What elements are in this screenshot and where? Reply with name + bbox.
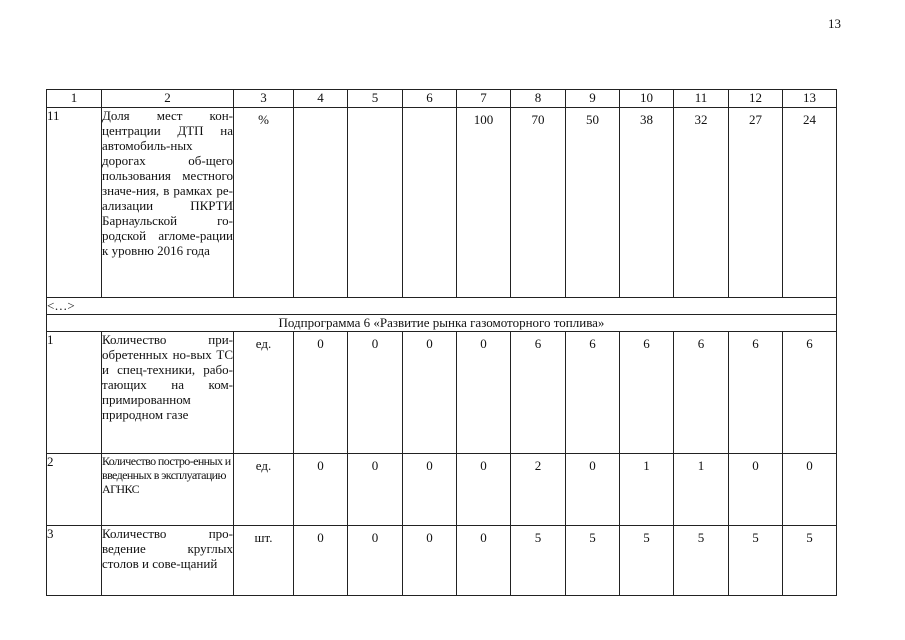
column-header: 10 xyxy=(620,90,674,108)
value-cell: 0 xyxy=(403,332,457,454)
value-cell: 5 xyxy=(620,526,674,596)
value-cell: 0 xyxy=(457,454,511,526)
value-cell: 2 xyxy=(511,454,566,526)
value-cell xyxy=(294,108,348,298)
column-number-row xyxy=(47,90,837,108)
value-cell: 0 xyxy=(294,332,348,454)
column-header: 1 xyxy=(47,90,102,108)
value-cell: 0 xyxy=(403,526,457,596)
value-cell: 0 xyxy=(348,454,403,526)
value-cell: 6 xyxy=(729,332,783,454)
value-cell: 24 xyxy=(783,108,837,298)
table-row xyxy=(47,108,837,298)
value-cell: 5 xyxy=(511,526,566,596)
value-cell xyxy=(403,108,457,298)
unit-cell: % xyxy=(234,108,294,298)
value-cell: 6 xyxy=(566,332,620,454)
unit-cell: ед. xyxy=(234,332,294,454)
indicator-name: Количество постро-енных и введенных в эксплуатацию АГНКС xyxy=(102,454,234,526)
value-cell: 0 xyxy=(566,454,620,526)
row-number: 3 xyxy=(47,526,102,596)
value-cell: 0 xyxy=(348,332,403,454)
value-cell: 0 xyxy=(294,526,348,596)
value-cell: 0 xyxy=(729,454,783,526)
column-header: 4 xyxy=(294,90,348,108)
value-cell: 5 xyxy=(566,526,620,596)
value-cell: 1 xyxy=(674,454,729,526)
value-cell: 0 xyxy=(457,526,511,596)
value-cell: 5 xyxy=(729,526,783,596)
subprogram-row xyxy=(47,315,837,332)
column-header: 11 xyxy=(674,90,729,108)
value-cell xyxy=(348,108,403,298)
value-cell: 0 xyxy=(783,454,837,526)
value-cell: 32 xyxy=(674,108,729,298)
column-header: 13 xyxy=(783,90,837,108)
column-header: 9 xyxy=(566,90,620,108)
value-cell: 0 xyxy=(348,526,403,596)
value-cell: 70 xyxy=(511,108,566,298)
unit-cell: ед. xyxy=(234,454,294,526)
row-number: 2 xyxy=(47,454,102,526)
column-header: 6 xyxy=(403,90,457,108)
value-cell: 38 xyxy=(620,108,674,298)
row-number: 1 xyxy=(47,332,102,454)
value-cell: 6 xyxy=(511,332,566,454)
column-header: 12 xyxy=(729,90,783,108)
table-row xyxy=(47,526,837,596)
ellipsis-marker: <…> xyxy=(47,298,837,315)
indicators-table xyxy=(46,89,837,596)
indicator-name: Доля мест кон-центрации ДТП на автомобиль-ных дорогах об-щего пользования местного значе-ния, в рамках ре-ализации ПКРТИ Барнаульской го-родской агломе-рации к уровню 2016 года xyxy=(102,108,234,298)
value-cell: 0 xyxy=(294,454,348,526)
value-cell: 100 xyxy=(457,108,511,298)
value-cell: 0 xyxy=(457,332,511,454)
column-header: 5 xyxy=(348,90,403,108)
subprogram-title: Подпрограмма 6 «Развитие рынка газомоторного топлива» xyxy=(47,315,837,332)
ellipsis-row xyxy=(47,298,837,315)
page-number: 13 xyxy=(828,16,841,31)
indicator-name: Количество про-ведение круглых столов и сове-щаний xyxy=(102,526,234,596)
table-row xyxy=(47,454,837,526)
value-cell: 1 xyxy=(620,454,674,526)
value-cell: 6 xyxy=(620,332,674,454)
value-cell: 5 xyxy=(674,526,729,596)
column-header: 2 xyxy=(102,90,234,108)
column-header: 7 xyxy=(457,90,511,108)
value-cell: 0 xyxy=(403,454,457,526)
value-cell: 50 xyxy=(566,108,620,298)
indicator-name: Количество при-обретенных но-вых ТС и спец-техники, рабо-тающих на ком-примированном природном газе xyxy=(102,332,234,454)
column-header: 3 xyxy=(234,90,294,108)
value-cell: 27 xyxy=(729,108,783,298)
row-number: 11 xyxy=(47,108,102,298)
table-row xyxy=(47,332,837,454)
column-header: 8 xyxy=(511,90,566,108)
value-cell: 6 xyxy=(783,332,837,454)
unit-cell: шт. xyxy=(234,526,294,596)
value-cell: 5 xyxy=(783,526,837,596)
value-cell: 6 xyxy=(674,332,729,454)
